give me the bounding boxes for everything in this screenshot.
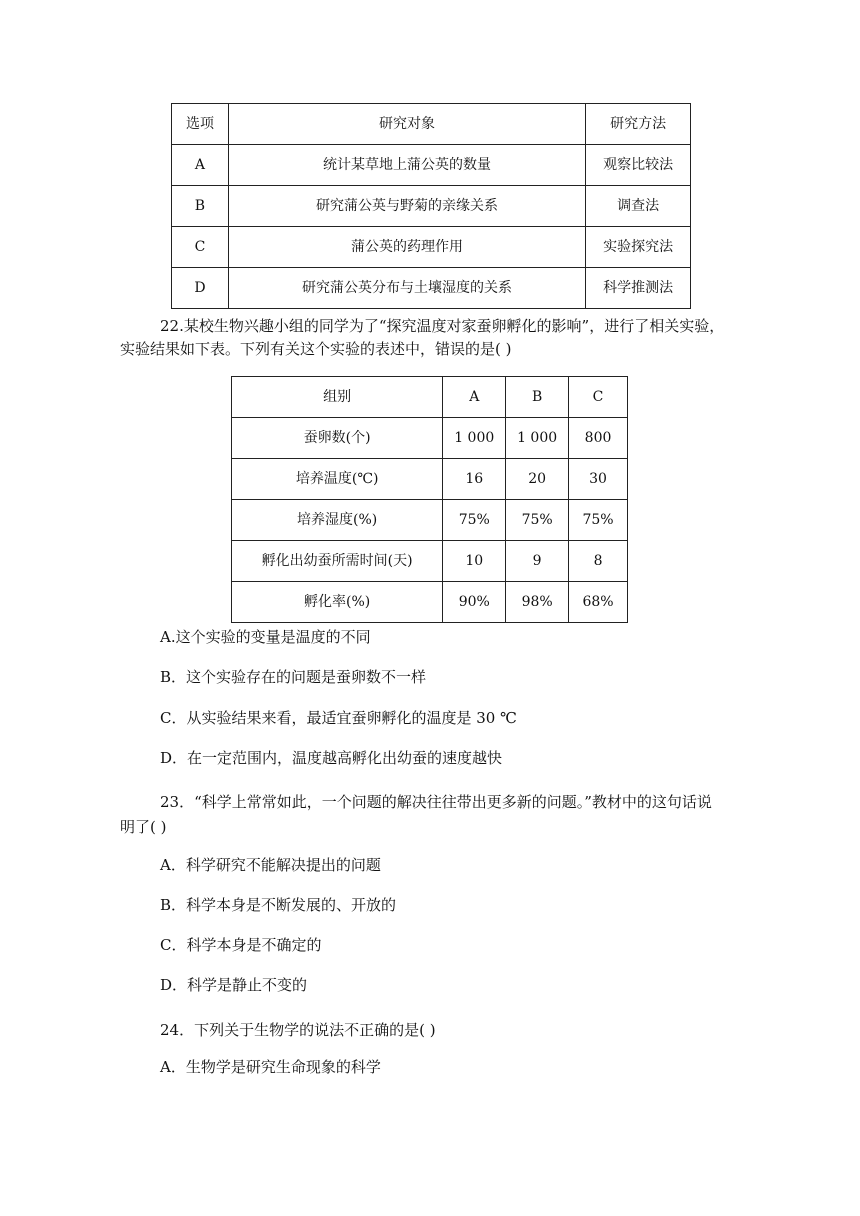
table-cell: 统计某草地上蒲公英的数量 [228,145,585,186]
question-22-stem-line1: 22.某校生物兴趣小组的同学为了“探究温度对家蚕卵孵化的影响”，进行了相关实验， [160,317,725,335]
question-22-option-c: C．从实验结果来看，最适宜蚕卵孵化的温度是 30 ℃ [160,709,517,727]
table-cell: D [172,268,229,309]
question-24-option-a: A．生物学是研究生命现象的科学 [160,1058,381,1076]
table-cell: 培养温度(℃) [232,459,443,500]
table-cell: A [172,145,229,186]
table-row [232,418,628,459]
table-header-cell: A [443,377,506,418]
table-cell: 10 [443,541,506,582]
table-cell: 98% [506,582,569,623]
question-24-stem: 24．下列关于生物学的说法不正确的是( ) [160,1021,436,1039]
table-cell: 75% [443,500,506,541]
table-cell: 实验探究法 [586,227,691,268]
question-22-option-b: B．这个实验存在的问题是蚕卵数不一样 [160,668,427,686]
question-23-option-d: D．科学是静止不变的 [160,976,308,994]
table-cell: 20 [506,459,569,500]
table-cell: 蒲公英的药理作用 [228,227,585,268]
table-cell: 1 000 [443,418,506,459]
table-cell: 调查法 [586,186,691,227]
research-methods-table [171,103,691,309]
table-header-cell: 组别 [232,377,443,418]
question-23-stem-line1: 23．“科学上常常如此，一个问题的解决往往带出更多新的问题。”教材中的这句话说 [160,793,712,811]
table-cell: 75% [506,500,569,541]
question-23-option-c: C．科学本身是不确定的 [160,936,322,954]
table-cell: 90% [443,582,506,623]
table-row [232,500,628,541]
question-22-stem-line2: 实验结果如下表。下列有关这个实验的表述中，错误的是( ) [120,340,512,358]
question-23-option-b: B．科学本身是不断发展的、开放的 [160,896,397,914]
table-cell: 30 [569,459,628,500]
table-header-cell: C [569,377,628,418]
table-cell: 800 [569,418,628,459]
table-row [172,227,691,268]
table-cell: 科学推测法 [586,268,691,309]
table-row [232,459,628,500]
question-23-stem-line2: 明了( ) [120,818,167,836]
table-cell: 孵化率(%) [232,582,443,623]
table-cell: 1 000 [506,418,569,459]
table-header-cell: 选项 [172,104,229,145]
question-22-option-d: D．在一定范围内，温度越高孵化出幼蚕的速度越快 [160,749,503,767]
table-row [172,186,691,227]
table-cell: 孵化出幼蚕所需时间(天) [232,541,443,582]
table-header-cell: 研究方法 [586,104,691,145]
table-row [172,145,691,186]
table-header-row [172,104,691,145]
table-cell: 68% [569,582,628,623]
table-cell: 培养湿度(%) [232,500,443,541]
table-cell: 9 [506,541,569,582]
table-header-cell: B [506,377,569,418]
table-cell: C [172,227,229,268]
table-cell: 观察比较法 [586,145,691,186]
table-cell: 研究蒲公英分布与土壤湿度的关系 [228,268,585,309]
table-cell: 16 [443,459,506,500]
question-23-option-a: A．科学研究不能解决提出的问题 [160,856,381,874]
table-cell: 75% [569,500,628,541]
hatching-experiment-table [231,376,628,623]
table-cell: 蚕卵数(个) [232,418,443,459]
table-cell: 研究蒲公英与野菊的亲缘关系 [228,186,585,227]
table-row [232,582,628,623]
table-cell: 8 [569,541,628,582]
table-row [172,268,691,309]
table-row [232,541,628,582]
table-header-row [232,377,628,418]
table-header-cell: 研究对象 [228,104,585,145]
table-cell: B [172,186,229,227]
question-22-option-a: A.这个实验的变量是温度的不同 [160,628,371,646]
